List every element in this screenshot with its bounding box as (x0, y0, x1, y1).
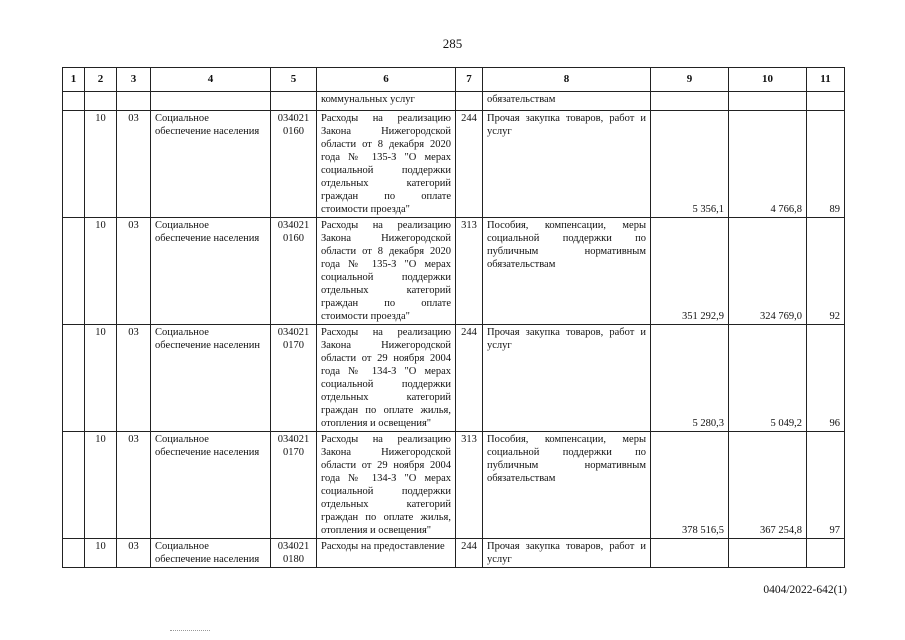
section-code-cell: 10 (85, 218, 117, 325)
amount-executed-cell: 367 254,8 (729, 432, 807, 539)
expense-type-cell: Прочая закупка товаров, работ и услуг (483, 539, 651, 568)
section-code-cell: 10 (85, 325, 117, 432)
expense-description-cell: Расходы на реализацию Закона Нижегородской области от 29 ноября 2004 года № 134-З "О мерах социальной поддержки отдельных категорий граждан по оплате жилья, отопления и освещения" (317, 325, 456, 432)
target-article-cell: 034021 0170 (271, 325, 317, 432)
column-header: 9 (651, 68, 729, 92)
table-row (63, 218, 845, 325)
column-header: 7 (456, 68, 483, 92)
cell-col1 (63, 539, 85, 568)
expense-type-cell: обязательствам (483, 92, 651, 111)
subsection-code-cell: 03 (117, 111, 151, 218)
column-header: 8 (483, 68, 651, 92)
column-header: 1 (63, 68, 85, 92)
column-header: 4 (151, 68, 271, 92)
cell-col1 (63, 432, 85, 539)
expense-type-code-cell: 313 (456, 218, 483, 325)
expense-description-cell: коммунальных услуг (317, 92, 456, 111)
target-article-cell: 034021 0170 (271, 432, 317, 539)
table-row (63, 111, 845, 218)
column-header: 6 (317, 68, 456, 92)
expense-type-cell: Прочая закупка товаров, работ и услуг (483, 325, 651, 432)
target-article-cell: 034021 0160 (271, 111, 317, 218)
cell-col1 (63, 325, 85, 432)
amount-executed-cell: 5 049,2 (729, 325, 807, 432)
section-name-cell: Социальное обеспечение населения (151, 111, 271, 218)
page-number: 285 (442, 36, 463, 51)
amount-executed-cell: 324 769,0 (729, 218, 807, 325)
table-row (63, 432, 845, 539)
amount-executed-cell (729, 539, 807, 568)
percent-cell (807, 539, 845, 568)
target-article-cell: 034021 0180 (271, 539, 317, 568)
subsection-code-cell: 03 (117, 432, 151, 539)
amount-planned-cell: 5 356,1 (651, 111, 729, 218)
expense-type-code-cell: 244 (456, 539, 483, 568)
section-name-cell: Социальное обеспечение населения (151, 539, 271, 568)
expense-type-code-cell: 244 (456, 325, 483, 432)
percent-cell: 96 (807, 325, 845, 432)
column-header: 3 (117, 68, 151, 92)
table-header-row (63, 68, 845, 92)
expense-type-code-cell: 313 (456, 432, 483, 539)
percent-cell: 89 (807, 111, 845, 218)
expense-description-cell: Расходы на реализацию Закона Нижегородской области от 8 декабря 2020 года № 135-З "О мерах социальной поддержки отдельных категорий граждан по оплате стоимости проезда" (317, 111, 456, 218)
section-name-cell: Социальное обеспечение населенин (151, 325, 271, 432)
percent-cell: 97 (807, 432, 845, 539)
column-header: 10 (729, 68, 807, 92)
section-code-cell: 10 (85, 432, 117, 539)
table-row-continuation (63, 92, 845, 111)
section-name-cell: Социальное обеспечение населения (151, 218, 271, 325)
expense-description-cell: Расходы на предоставление (317, 539, 456, 568)
column-header: 11 (807, 68, 845, 92)
target-article-cell: 034021 0160 (271, 218, 317, 325)
section-name-cell: Социальное обеспечение населения (151, 432, 271, 539)
expense-type-cell: Пособия, компенсации, меры социальной поддержки по публичным нормативным обязательствам (483, 218, 651, 325)
amount-executed-cell: 4 766,8 (729, 111, 807, 218)
amount-planned-cell: 378 516,5 (651, 432, 729, 539)
percent-cell: 92 (807, 218, 845, 325)
expense-description-cell: Расходы на реализацию Закона Нижегородской области от 8 декабря 2020 года № 135-З "О мерах социальной поддержки отдельных категорий граждан по оплате стоимости проезда" (317, 218, 456, 325)
subsection-code-cell: 03 (117, 539, 151, 568)
scan-artifact (170, 630, 210, 633)
column-header: 5 (271, 68, 317, 92)
expense-type-code-cell: 244 (456, 111, 483, 218)
cell-col1 (63, 218, 85, 325)
amount-planned-cell: 351 292,9 (651, 218, 729, 325)
expense-type-cell: Пособия, компенсации, меры социальной поддержки по публичным нормативным обязательствам (483, 432, 651, 539)
expense-type-cell: Прочая закупка товаров, работ и услуг (483, 111, 651, 218)
cell-col1 (63, 111, 85, 218)
column-header: 2 (85, 68, 117, 92)
section-code-cell: 10 (85, 539, 117, 568)
table-row (63, 325, 845, 432)
budget-table (62, 67, 845, 568)
subsection-code-cell: 03 (117, 218, 151, 325)
amount-planned-cell: 5 280,3 (651, 325, 729, 432)
amount-planned-cell (651, 539, 729, 568)
section-code-cell: 10 (85, 111, 117, 218)
document-code: 0404/2022-642(1) (763, 584, 847, 596)
expense-description-cell: Расходы на реализацию Закона Нижегородской области от 29 ноября 2004 года № 134-З "О мерах социальной поддержки отдельных категорий граждан по оплате жилья, отопления и освещения" (317, 432, 456, 539)
table-row (63, 539, 845, 568)
subsection-code-cell: 03 (117, 325, 151, 432)
